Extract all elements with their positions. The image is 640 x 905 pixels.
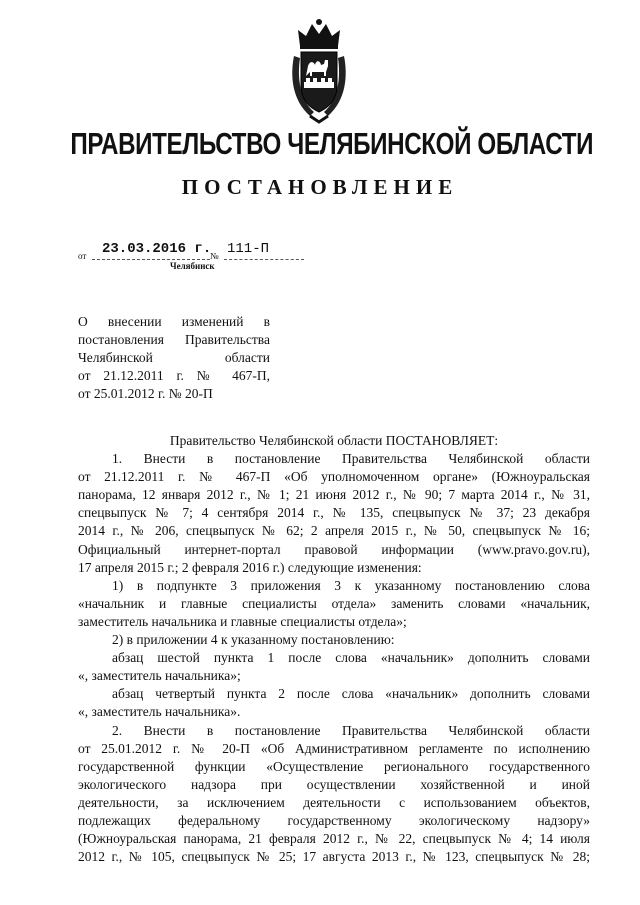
body-line: экологического надзора при осуществлении хозяйственной и иной — [78, 776, 590, 792]
document-body — [78, 432, 590, 866]
document-date: 23.03.2016 г. — [102, 241, 212, 257]
body-line: 2014 г., № 206, спецвыпуск № 62; 2 апреля 2015 г., № 50, спецвыпуск № 16; — [78, 523, 590, 539]
body-line: спецвыпуск № 7; 4 сентября 2014 г., № 135, спецвыпуск № 37; 23 декабря — [78, 505, 590, 521]
body-line: 1. Внести в постановление Правительства Челябинской области — [112, 451, 590, 467]
subject-line: от 25.01.2012 г. № 20-П — [78, 386, 213, 401]
body-line: абзац шестой пункта 1 после слова «начальник» дополнить словами — [112, 650, 590, 666]
document-subject — [78, 313, 270, 403]
subject-line: постановления Правительства — [78, 332, 270, 347]
body-line: «начальник и главные специалисты отдела» заменить словами «начальник, — [78, 595, 590, 611]
body-line: 2012 г., № 105, спецвыпуск № 25; 17 августа 2013 г., № 123, спецвыпуск № 28; — [78, 849, 590, 865]
government-name: ПРАВИТЕЛЬСТВО ЧЕЛЯБИНСКОЙ ОБЛАСТИ — [70, 126, 594, 161]
number-label: № — [210, 251, 219, 261]
body-line: «, заместитель начальника»; — [78, 668, 241, 684]
body-line: от 21.12.2011 г. № 467-П «Об уполномоченном органе» (Южноуральская — [78, 469, 590, 485]
subject-line: Челябинской области — [78, 350, 270, 365]
subject-line: О внесении изменений в — [78, 314, 270, 329]
subject-line: от 21.12.2011 г. № 467-П, — [78, 368, 270, 383]
body-line: абзац четвертый пункта 2 после слова «начальник» дополнить словами — [112, 686, 590, 702]
body-line: 17 апреля 2015 г.; 2 февраля 2016 г.) следующие изменения: — [78, 559, 422, 575]
document-reference — [78, 243, 308, 273]
body-line: панорама, 12 января 2012 г., № 1; 21 июня 2012 г., № 90; 7 марта 2014 г., № 31, — [78, 487, 590, 503]
body-line: Правительство Челябинской области ПОСТАНОВЛЯЕТ: — [169, 433, 499, 448]
number-underline — [224, 259, 304, 260]
document-city: Челябинск — [170, 261, 215, 271]
body-line: заместитель начальника и главные специалисты отдела»; — [78, 613, 407, 629]
body-line: деятельности, за исключением деятельности с использованием объектов, — [78, 794, 590, 810]
body-line: 2) в приложении 4 к указанному постановлению: — [112, 632, 395, 648]
body-line: 1) в подпункте 3 приложения 3 к указанному постановлению слова — [112, 577, 590, 593]
date-label: от — [78, 251, 87, 261]
body-line: (Южноуральская панорама, 21 февраля 2012 г., № 22, спецвыпуск № 4; 14 июля — [78, 831, 590, 847]
coat-of-arms-emblem — [288, 16, 350, 126]
body-line: от 25.01.2012 г. № 20-П «Об Административном регламенте по исполнению — [78, 740, 590, 756]
body-line: «, заместитель начальника». — [78, 704, 241, 720]
body-line: Официальный интернет-портал правовой информации (www.pravo.gov.ru), — [78, 541, 590, 557]
body-line: государственной функции «Осуществление регионального государственного — [78, 758, 590, 774]
date-underline — [92, 259, 210, 260]
document-type: ПОСТАНОВЛЕНИЕ — [181, 175, 459, 199]
body-line: подлежащих федеральному государственному экологическому надзору» — [78, 812, 590, 828]
document-number: 111-П — [227, 241, 270, 257]
body-line: 2. Внести в постановление Правительства Челябинской области — [112, 722, 590, 738]
